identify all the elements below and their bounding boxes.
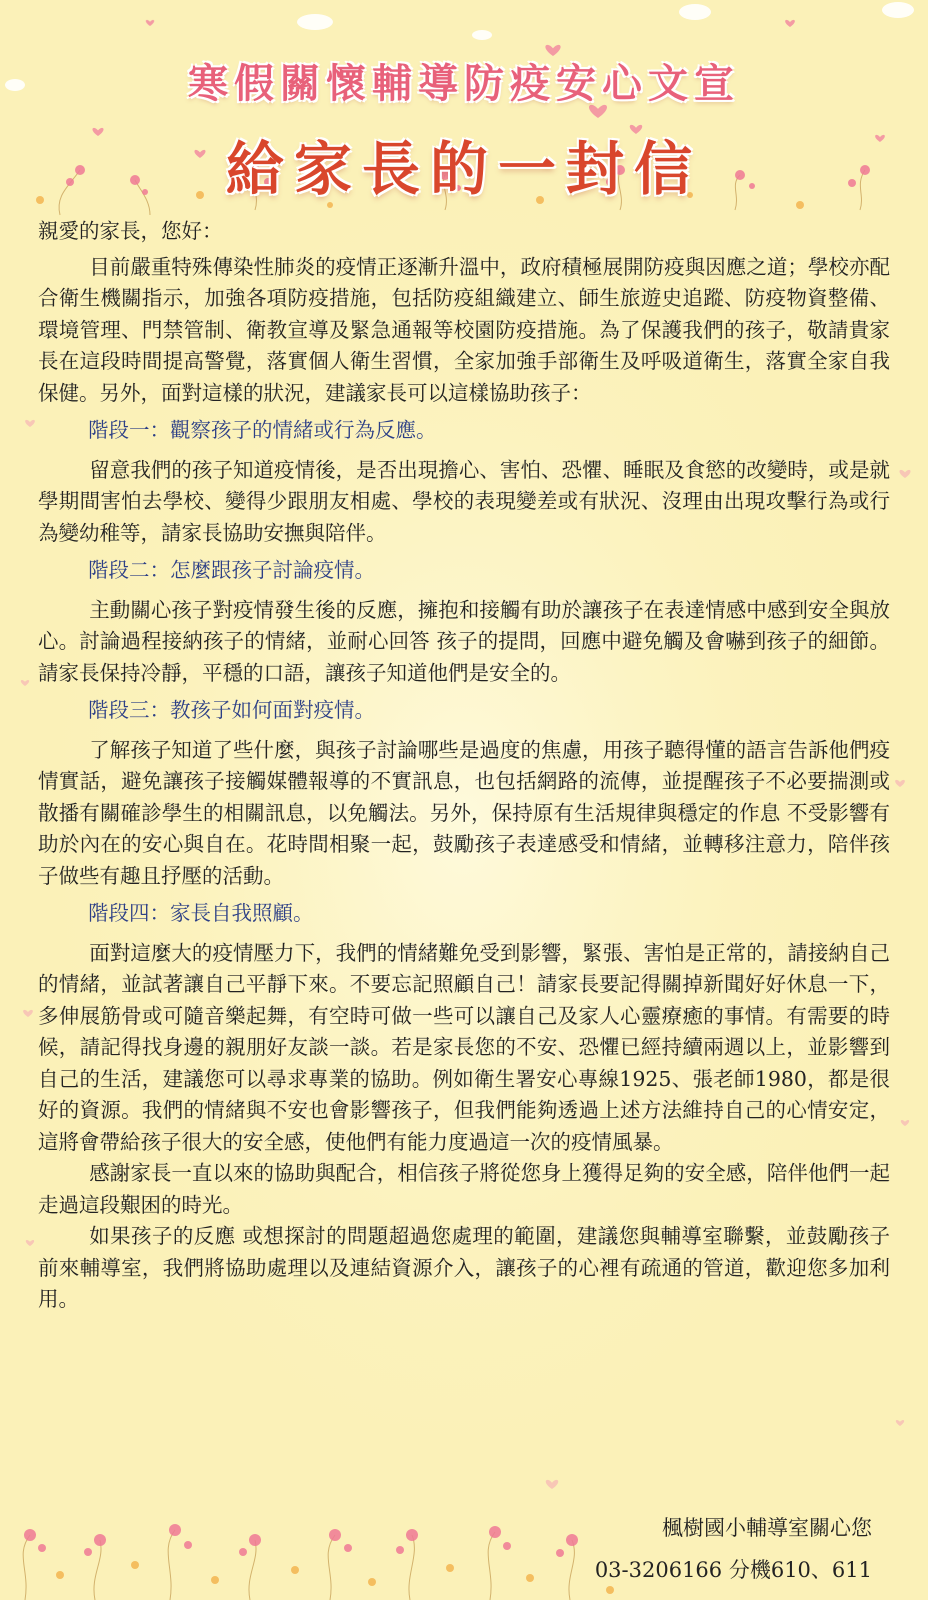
stage-1-heading: 階段一：觀察孩子的情緒或行為反應。 [88,418,437,442]
intro-paragraph: 目前嚴重特殊傳染性肺炎的疫情正逐漸升溫中，政府積極展開防疫與因應之道；學校亦配合衛生機關指示，加強各項防疫措施，包括防疫組織建立、師生旅遊史追蹤、防疫物資整備、環境管理、門禁管制、衛教宣導及緊急通報等校園防疫措施。為了保護我們的孩子，敬請貴家長在這段時間提高警覺，落實個人衛生習慣，全家加強手部衛生及呼吸道衛生，落實全家自我保健。另外，面對這樣的狀況，建議家長可以這樣協助孩子： [38,254,890,405]
stage-4-body: 面對這麼大的疫情壓力下，我們的情緒難免受到影響，緊張、害怕是正常的，請接納自己的情緒，並試著讓自己平靜下來。不要忘記照顧自己！請家長要記得關掉新聞好好休息一下，多伸展筋骨或可隨音樂起舞，有空時可做一些可以讓自己及家人心靈療癒的事情。有需要的時候，請記得找身邊的親朋好友談一談。若是家長您的不安、恐懼已經持續兩週以上，並影響到自己的生活，建議您可以尋求專業的協助。例如衛生署安心專線1925、張老師1980，都是很好的資源。我們的情緒與不安也會影響孩子，但我們能夠透過上述方法維持自己的心情安定，這將會帶給孩子很大的安全感，使他們有能力度過這一次的疫情風暴。 [38,940,890,1154]
thanks-paragraph: 感謝家長一直以來的協助與配合，相信孩子將從您身上獲得足夠的安全感，陪伴他們一起走過這段艱困的時光。 [38,1161,890,1217]
stage-4-heading: 階段四：家長自我照顧。 [88,901,314,925]
signature: 楓樹國小輔導室關心您 [662,1516,872,1540]
stage-2-body: 主動關心孩子對疫情發生後的反應，擁抱和接觸有助於讓孩子在表達情感中感到安全與放心。討論過程接納孩子的情緒，並耐心回答 孩子的提問，回應中避免觸及會嚇到孩子的細節。請家長保持冷靜，平穩的口語，讓孩子知道他們是安全的。 [38,597,890,685]
stage-2-heading: 階段二：怎麼跟孩子討論疫情。 [88,558,375,582]
letter-body [38,216,890,1316]
subtitle-heading: 寒假關懷輔導防疫安心文宣 [188,60,740,107]
page-title: 給家長的一封信 [225,135,702,203]
stage-3-body: 了解孩子知道了些什麼，與孩子討論哪些是過度的焦慮，用孩子聽得懂的語言告訴他們疫情實話，避免讓孩子接觸媒體報導的不實訊息，也包括網路的流傳，並提醒孩子不必要揣測或散播有關確診學生的相關訊息，以免觸法。另外，保持原有生活規律與穩定的作息 不受影響有助於內在的安心與自在。花時間相聚一起，鼓勵孩子表達感受和情緒，並轉移注意力，陪伴孩子做些有趣且抒壓的活動。 [38,737,890,888]
stage-1-body: 留意我們的孩子知道疫情後，是否出現擔心、害怕、恐懼、睡眠及食慾的改變時，或是就學期間害怕去學校、變得少跟朋友相處、學校的表現變差或有狀況、沒理由出現攻擊行為或行為變幼稚等，請家長協助安撫與陪伴。 [38,457,890,545]
contact-phone: 03-3206166 分機610、611 [594,1558,872,1582]
closing-paragraph: 如果孩子的反應 或想探討的問題超過您處理的範圍，建議您與輔導室聯繫，並鼓勵孩子前來輔導室，我們將協助處理以及連結資源介入，讓孩子的心裡有疏通的管道，歡迎您多加利用。 [38,1224,890,1311]
stage-3-heading: 階段三：教孩子如何面對疫情。 [88,698,375,722]
greeting: 親愛的家長，您好： [38,219,223,243]
